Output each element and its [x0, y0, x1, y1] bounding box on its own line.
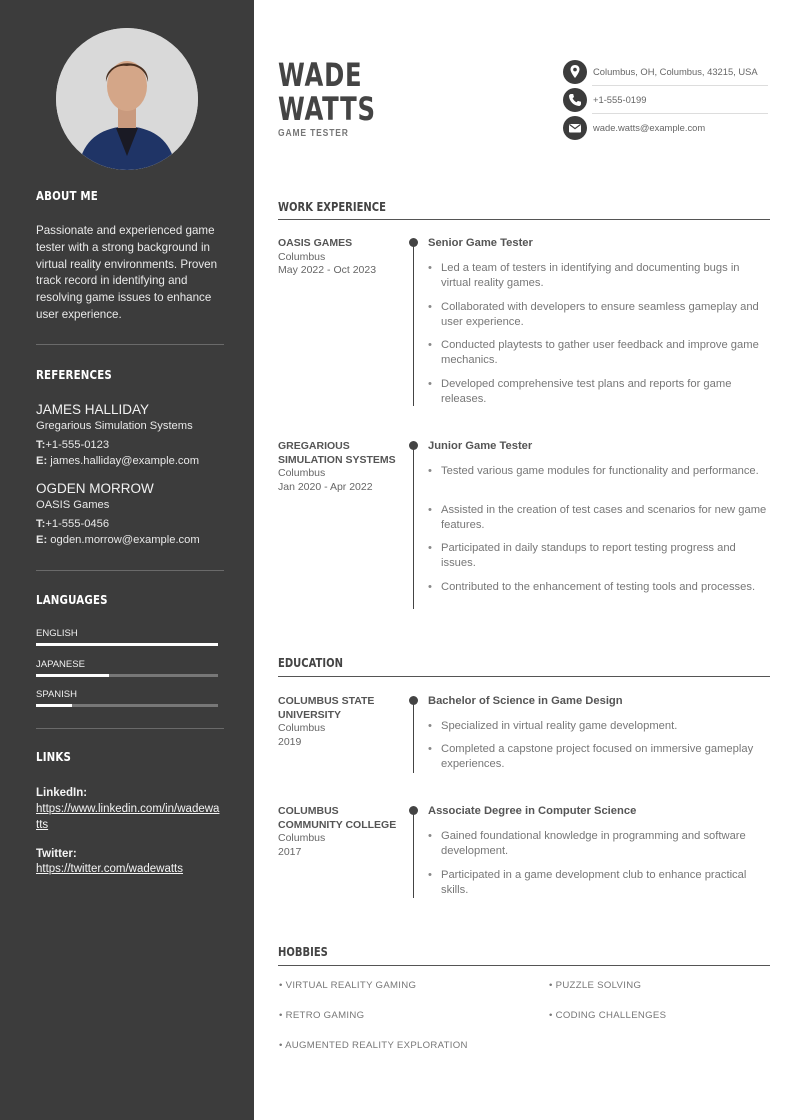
references-heading: REFERENCES: [36, 367, 112, 382]
language-bar: [36, 674, 218, 677]
timeline-dot: [409, 238, 418, 247]
section-divider: [278, 965, 770, 966]
links-heading: LINKS: [36, 749, 72, 764]
education-heading: EDUCATION: [278, 655, 343, 670]
section-divider: [278, 219, 770, 220]
timeline-dot: [409, 441, 418, 450]
phone-text: +1-555-0199: [593, 94, 647, 105]
timeline-line: [413, 811, 414, 898]
timeline-line: [413, 701, 414, 773]
education-org-block: [278, 695, 398, 749]
graduation-year: 2019: [278, 735, 302, 748]
timeline-dot: [409, 696, 418, 705]
graduation-year: 2017: [278, 845, 302, 858]
divider: [36, 344, 224, 345]
divider: [36, 728, 224, 729]
experience-org-block: [278, 237, 398, 278]
work-experience-heading: WORK EXPERIENCE: [278, 199, 386, 214]
school-location: Columbus: [278, 722, 326, 735]
address-text: Columbus, OH, Columbus, 43215, USA: [593, 66, 758, 77]
school-name: COLUMBUS STATE UNIVERSITY: [278, 695, 375, 721]
divider: [592, 113, 768, 114]
contact-email: [563, 116, 768, 140]
bullet-item: • Tested various game modules for functionality and performance.: [428, 464, 771, 479]
bullet-item: • Contributed to the enhancement of testing tools and processes.: [428, 580, 771, 595]
language-level: [36, 704, 72, 707]
hobby-item: • AUGMENTED REALITY EXPLORATION: [279, 1040, 468, 1051]
hobby-item: • VIRTUAL REALITY GAMING: [279, 980, 417, 991]
hobbies-heading: HOBBIES: [278, 944, 328, 959]
company-location: Columbus: [278, 250, 326, 263]
envelope-icon: [563, 116, 587, 140]
degree-title: Associate Degree in Computer Science: [428, 805, 637, 817]
location-pin-icon: [563, 60, 587, 84]
reference-phone: T:+1-555-0456: [36, 518, 110, 530]
contact-address: [563, 60, 768, 84]
timeline-dot: [409, 806, 418, 815]
divider: [36, 570, 224, 571]
hobby-item: • CODING CHALLENGES: [549, 1010, 667, 1021]
reference-name: JAMES HALLIDAY: [36, 402, 150, 417]
language-label: ENGLISH: [36, 628, 78, 639]
hobby-item: • RETRO GAMING: [279, 1010, 365, 1021]
language-label: JAPANESE: [36, 659, 85, 670]
sidebar: [0, 0, 254, 1120]
company-name: GREGARIOUS SIMULATION SYSTEMS: [278, 440, 396, 466]
experience-org-block: [278, 440, 398, 494]
contact-phone: [563, 88, 768, 112]
school-location: Columbus: [278, 832, 326, 845]
language-label: SPANISH: [36, 689, 78, 700]
reference-company: Gregarious Simulation Systems: [36, 420, 193, 432]
education-org-block: [278, 805, 398, 859]
about-text: Passionate and experienced game tester with a strong background in virtual reality environments. Proven track record in identifying and resolving game issues to enhance user experience.: [36, 224, 218, 321]
bullet-item: • Gained foundational knowledge in programming and software development.: [428, 829, 771, 860]
language-bar: [36, 643, 218, 646]
bullet-item: • Conducted playtests to gather user feedback and improve game mechanics.: [428, 338, 771, 369]
phone-icon: [563, 88, 587, 112]
portrait-photo: [56, 28, 198, 170]
bullet-item: • Collaborated with developers to ensure seamless gameplay and user experience.: [428, 300, 771, 331]
role-title: Senior Game Tester: [428, 237, 533, 249]
company-location: Columbus: [278, 467, 326, 480]
reference-company: OASIS Games: [36, 499, 110, 511]
twitter-link[interactable]: https://twitter.com/wadewatts: [36, 863, 184, 875]
language-bar: [36, 704, 218, 707]
bullet-item: • Participated in daily standups to report testing progress and issues.: [428, 541, 771, 572]
company-name: OASIS GAMES: [278, 237, 353, 249]
role-title: Junior Game Tester: [428, 440, 533, 452]
bullet-item: • Assisted in the creation of test cases and scenarios for new game features.: [428, 503, 771, 534]
reference-email: E: ogden.morrow@example.com: [36, 534, 200, 546]
reference-name: OGDEN MORROW: [36, 481, 154, 496]
degree-title: Bachelor of Science in Game Design: [428, 695, 623, 707]
timeline-line: [413, 243, 414, 406]
avatar: [56, 28, 198, 170]
language-level: [36, 643, 218, 646]
hobby-item: • PUZZLE SOLVING: [549, 980, 642, 991]
bullet-item: • Led a team of testers in identifying and documenting bugs in virtual reality games.: [428, 261, 771, 292]
bullet-item: • Specialized in virtual reality game development.: [428, 719, 771, 734]
employment-dates: Jan 2020 - Apr 2022: [278, 480, 373, 493]
bullet-item: • Developed comprehensive test plans and reports for game releases.: [428, 377, 771, 408]
about-heading: ABOUT ME: [36, 188, 98, 203]
bullet-item: • Participated in a game development club to enhance practical skills.: [428, 868, 771, 899]
employment-dates: May 2022 - Oct 2023: [278, 264, 377, 277]
first-name: WADE: [278, 56, 363, 94]
link-label: LinkedIn:: [36, 787, 88, 799]
job-title: GAME TESTER: [278, 128, 349, 139]
divider: [592, 85, 768, 86]
linkedin-link[interactable]: https://www.linkedin.com/in/wadewatts: [36, 803, 220, 831]
reference-email: E: james.halliday@example.com: [36, 455, 200, 467]
last-name: WATTS: [278, 90, 376, 128]
section-divider: [278, 676, 770, 677]
reference-phone: T:+1-555-0123: [36, 439, 110, 451]
link-label: Twitter:: [36, 848, 77, 860]
email-text: wade.watts@example.com: [593, 122, 706, 133]
timeline-line: [413, 446, 414, 609]
language-level: [36, 674, 109, 677]
languages-heading: LANGUAGES: [36, 592, 108, 607]
school-name: COLUMBUS COMMUNITY COLLEGE: [278, 805, 397, 831]
bullet-item: • Completed a capstone project focused on immersive gameplay experiences.: [428, 742, 771, 773]
